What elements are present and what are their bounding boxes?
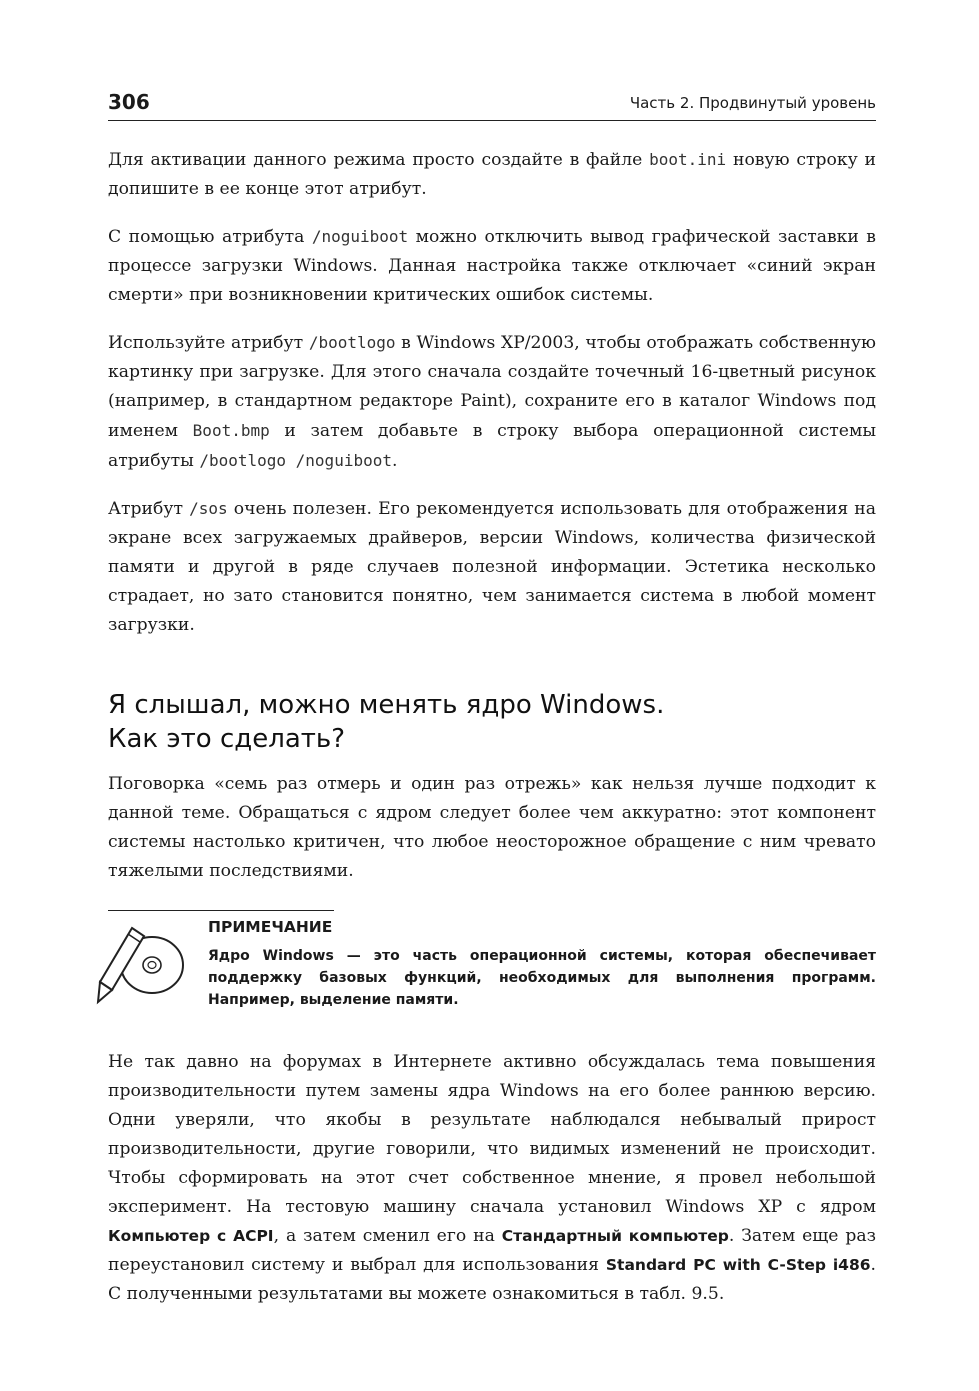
text: Не так давно на форумах в Интернете активно обсуждалась тема повышения производительности путем замены ядра Windows на его более раннюю версию. Одни уверяли, что якобы в результате наблюдался небывалый прирост производительности, другие говорили, что видимых изменений не происходит. Чтобы сформировать на этот счет собственное мнение, я провел небольшой эксперимент. На тестовую машину сначала установил Windows XP с ядром	[108, 1052, 876, 1217]
text: Для активации данного режима просто создайте в файле	[108, 150, 650, 170]
code-inline: Boot.bmp	[192, 421, 270, 440]
text: и затем добавьте в строку выбора операционной системы атрибуты	[108, 421, 876, 471]
text: можно отключить вывод графической заставки в процессе загрузки Windows. Данная настройка также отключает «синий экран смерти» при возникновении критических ошибок системы.	[108, 227, 876, 305]
code-inline: /bootlogo /noguiboot	[199, 451, 392, 470]
code-inline: /bootlogo	[308, 333, 396, 352]
note-title: ПРИМЕЧАНИЕ	[208, 918, 333, 936]
text: Атрибут	[108, 499, 190, 519]
pencil-disc-icon	[94, 920, 194, 1010]
note-text: Ядро Windows — это часть операционной системы, которая обеспечивает поддержку базовых функций, необходимых для выполнения программ. Например, выделение памяти.	[208, 948, 876, 1008]
text: в Windows XP/2003, чтобы отображать собственную картинку при загрузке. Для этого сначала создайте точечный 16-цветный рисунок (например, в стандартном редакторе Paint), сохраните его в каталог Windows под именем	[108, 333, 876, 441]
text: . Затем еще раз переустановил систему и выбрал для использования	[108, 1226, 877, 1275]
text: новую строку и допишите в ее конце этот атрибут.	[108, 150, 876, 199]
text: С помощью атрибута	[108, 227, 312, 247]
text: .	[391, 451, 398, 471]
page-header	[108, 88, 876, 121]
bold-term: Стандартный компьютер	[501, 1227, 729, 1245]
section-heading	[108, 688, 876, 756]
paragraph-3	[108, 328, 876, 476]
code-inline: /noguiboot	[311, 227, 409, 246]
page-content	[108, 145, 876, 1327]
code-inline: boot.ini	[649, 150, 727, 169]
section-heading-line-1: Я слышал, можно менять ядро Windows.	[108, 690, 665, 720]
text: Используйте атрибут	[108, 333, 309, 353]
text: , а затем сменил его на	[273, 1226, 502, 1246]
text: очень полезен. Его рекомендуется использовать для отображения на экране всех загружаемых драйверов, версии Windows, количества физической памяти и другой в ряде случаев полезной информации. Эстетика несколько страдает, но зато становится понятно, чем занимается система в любой момент загрузки.	[108, 499, 876, 635]
paragraph-5: Поговорка «семь раз отмерь и один раз отрежь» как нельзя лучше подходит к данной теме. Обращаться с ядром следует более чем аккуратно: этот компонент системы настолько критичен, что любое неосторожное обращение с ним чревато тяжелыми последствиями.	[108, 774, 876, 881]
bold-term: Standard PC with C-Step i486	[605, 1256, 871, 1274]
running-head: Часть 2. Продвинутый уровень	[629, 94, 876, 112]
paragraph-1	[108, 145, 876, 204]
note-rule	[108, 910, 334, 911]
paragraph-4	[108, 494, 876, 640]
section-heading-line-2: Как это сделать?	[108, 724, 346, 754]
page-number: 306	[108, 90, 150, 114]
paragraph-2	[108, 222, 876, 310]
paragraph-6	[108, 1048, 876, 1309]
note-box	[108, 910, 876, 1020]
text: . С полученными результатами вы можете ознакомиться в табл. 9.5.	[108, 1255, 877, 1304]
bold-term: Компьютер с ACPI	[108, 1227, 274, 1245]
code-inline: /sos	[189, 499, 228, 518]
